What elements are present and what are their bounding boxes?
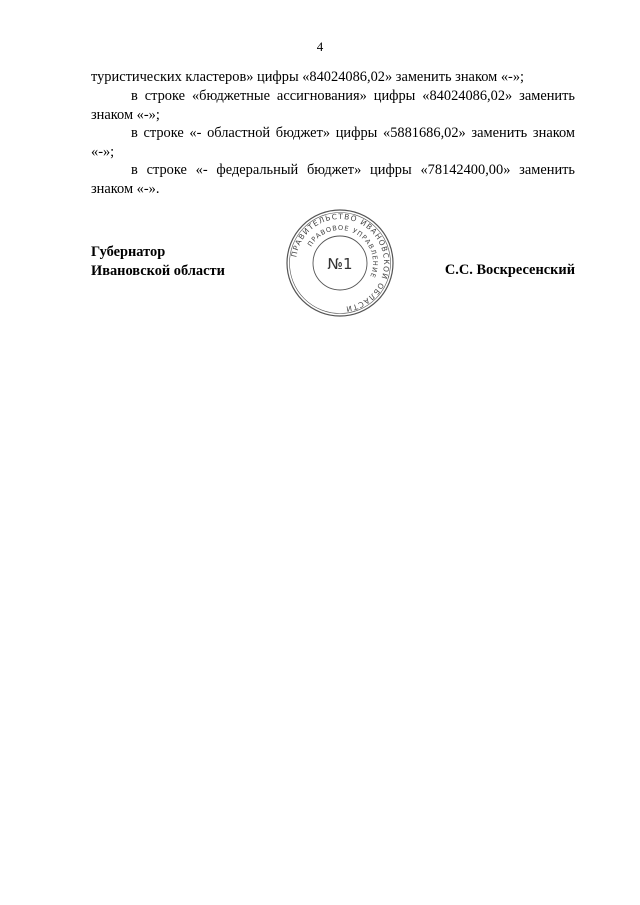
signatory-name: С.С. Воскресенский (444, 262, 575, 278)
signatory-title (91, 243, 225, 280)
signatory-title-line2: Ивановской области (91, 262, 225, 279)
paragraph-regional-budget: в строке «- областной бюджет» цифры «5881686,02» заменить знаком «-»; (91, 125, 575, 160)
seal-number: №1 (327, 255, 353, 273)
paragraph-continuation: туристических кластеров» цифры «84024086,02» заменить знаком «-»; (91, 69, 525, 85)
official-seal (285, 208, 395, 318)
seal-outer-text: ПРАВИТЕЛЬСТВО ИВАНОВСКОЙ ОБЛАСТИ (289, 211, 392, 314)
seal-inner-text: ПРАВОВОЕ УПРАВЛЕНИЕ (305, 223, 380, 280)
page-number: 4 (316, 39, 324, 54)
signatory-title-line1: Губернатор (91, 244, 166, 260)
paragraph-federal-budget: в строке «- федеральный бюджет» цифры «78142400,00» заменить знаком «-». (91, 162, 575, 197)
paragraph-budget-allocations: в строке «бюджетные ассигнования» цифры «84024086,02» заменить знаком «-»; (91, 88, 575, 123)
